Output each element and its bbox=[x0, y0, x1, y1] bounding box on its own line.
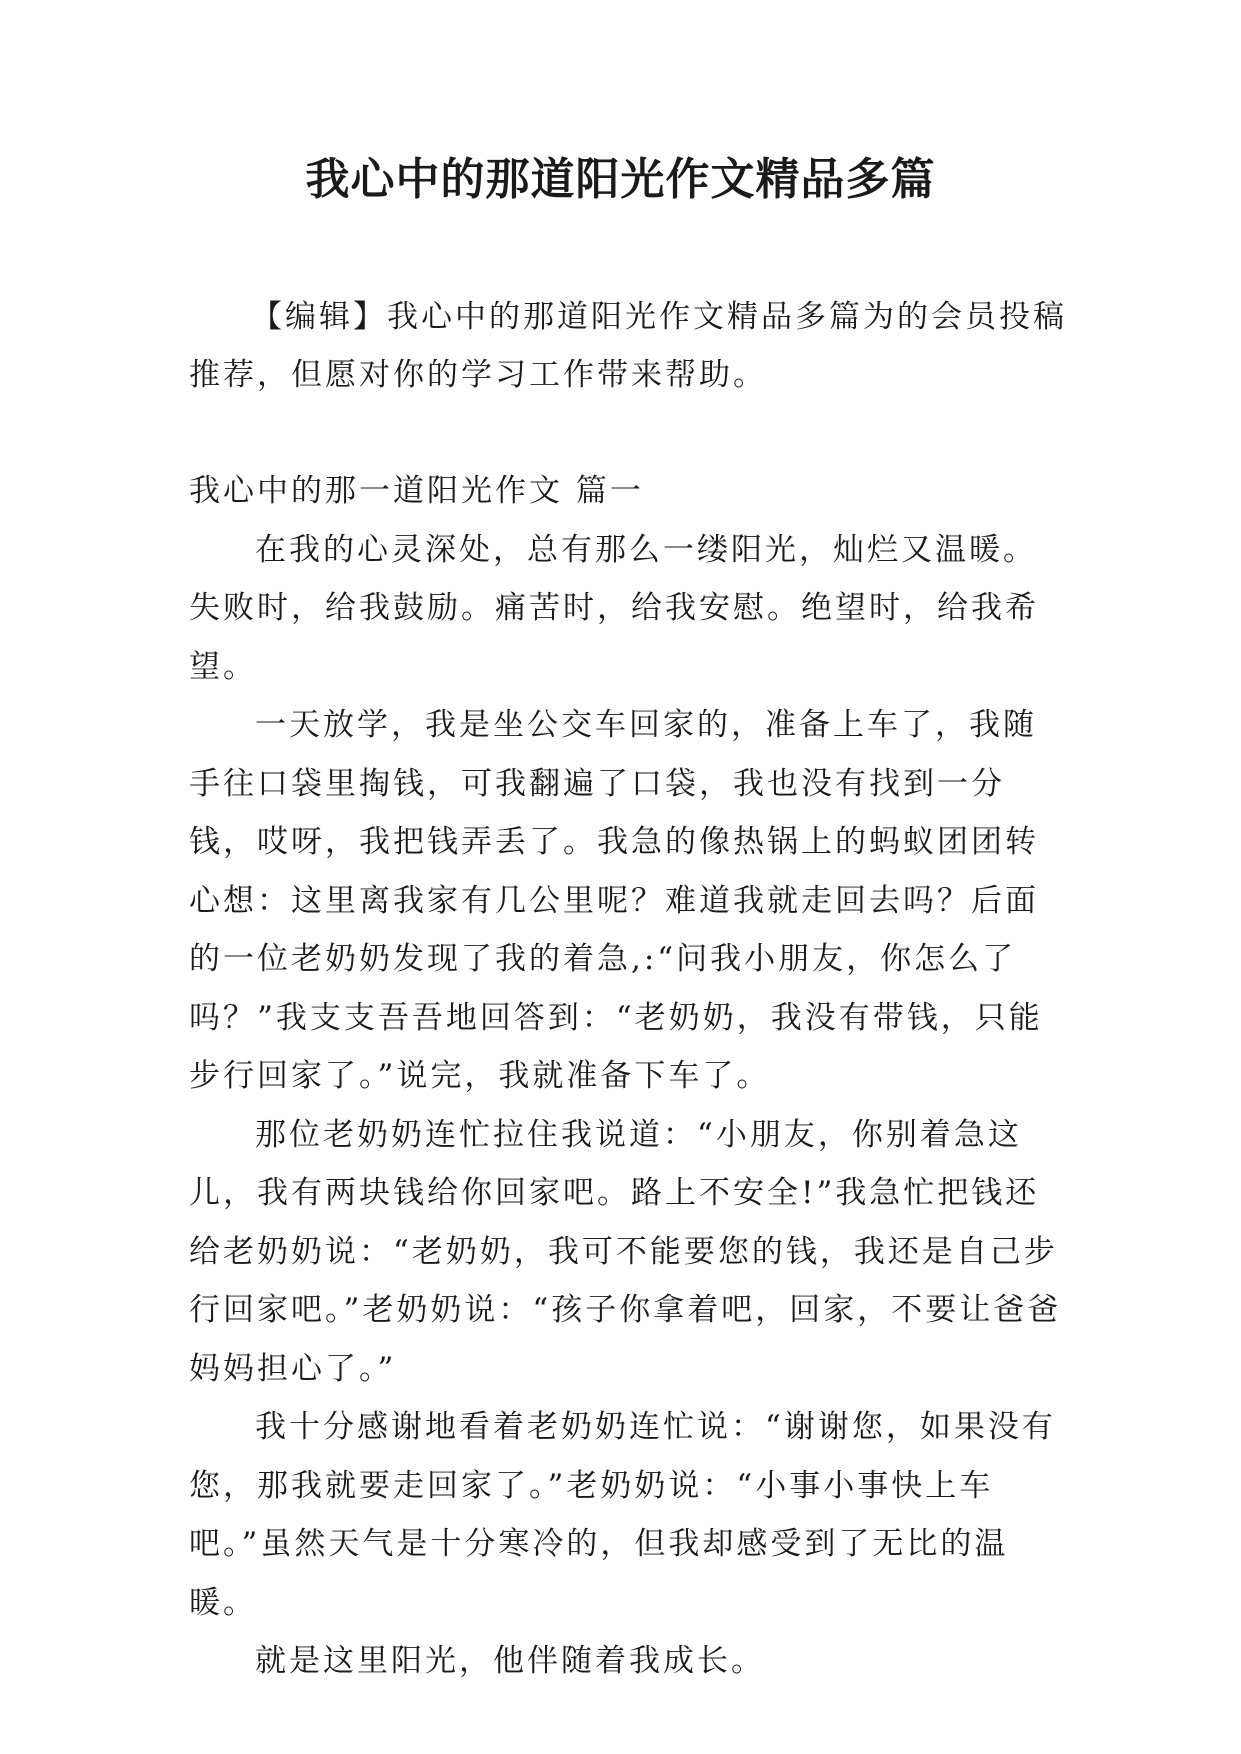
document-title: 我心中的那道阳光作文精品多篇 bbox=[305, 154, 936, 205]
article-body bbox=[189, 462, 1069, 1691]
paragraph: 那位老奶奶连忙拉住我说道：“小朋友，你别着急这儿，我有两块钱给你回家吧。路上不安全!”我急忙把钱还给老奶奶说：“老奶奶，我可不能要您的钱，我还是自己步行回家吧。”老奶奶说：“孩子你拿着吧，回家，不要让爸爸妈妈担心了。” bbox=[189, 1116, 1062, 1387]
paragraph: 一天放学，我是坐公交车回家的，准备上车了，我随手往口袋里掏钱，可我翻遍了口袋，我也没有找到一分钱，哎呀，我把钱弄丢了。我急的像热锅上的蚂蚁团团转心想：这里离我家有几公里呢？难道我就走回去吗？后面的一位老奶奶发现了我的着急,:“问我小朋友，你怎么了吗？”我支支吾吾地回答到：“老奶奶，我没有带钱，只能步行回家了。”说完，我就准备下车了。 bbox=[189, 707, 1043, 1094]
section-heading: 我心中的那一道阳光作文 篇一 bbox=[189, 473, 644, 509]
paragraph: 我十分感谢地看着老奶奶连忙说：“谢谢您，如果没有您，那我就要走回家了。”老奶奶说：“小事小事快上车吧。”虽然天气是十分寒冷的，但我却感受到了无比的温暖。 bbox=[189, 1409, 1056, 1621]
paragraph: 就是这里阳光，他伴随着我成长。 bbox=[255, 1643, 765, 1679]
paragraph: 在我的心灵深处，总有那么一缕阳光，灿烂又温暖。失败时，给我鼓励。痛苦时，给我安慰。绝望时，给我希望。 bbox=[189, 531, 1039, 685]
editor-intro: 【编辑】我心中的那道阳光作文精品多篇为的会员投稿推荐，但愿对你的学习工作带来帮助。 bbox=[189, 299, 1067, 393]
